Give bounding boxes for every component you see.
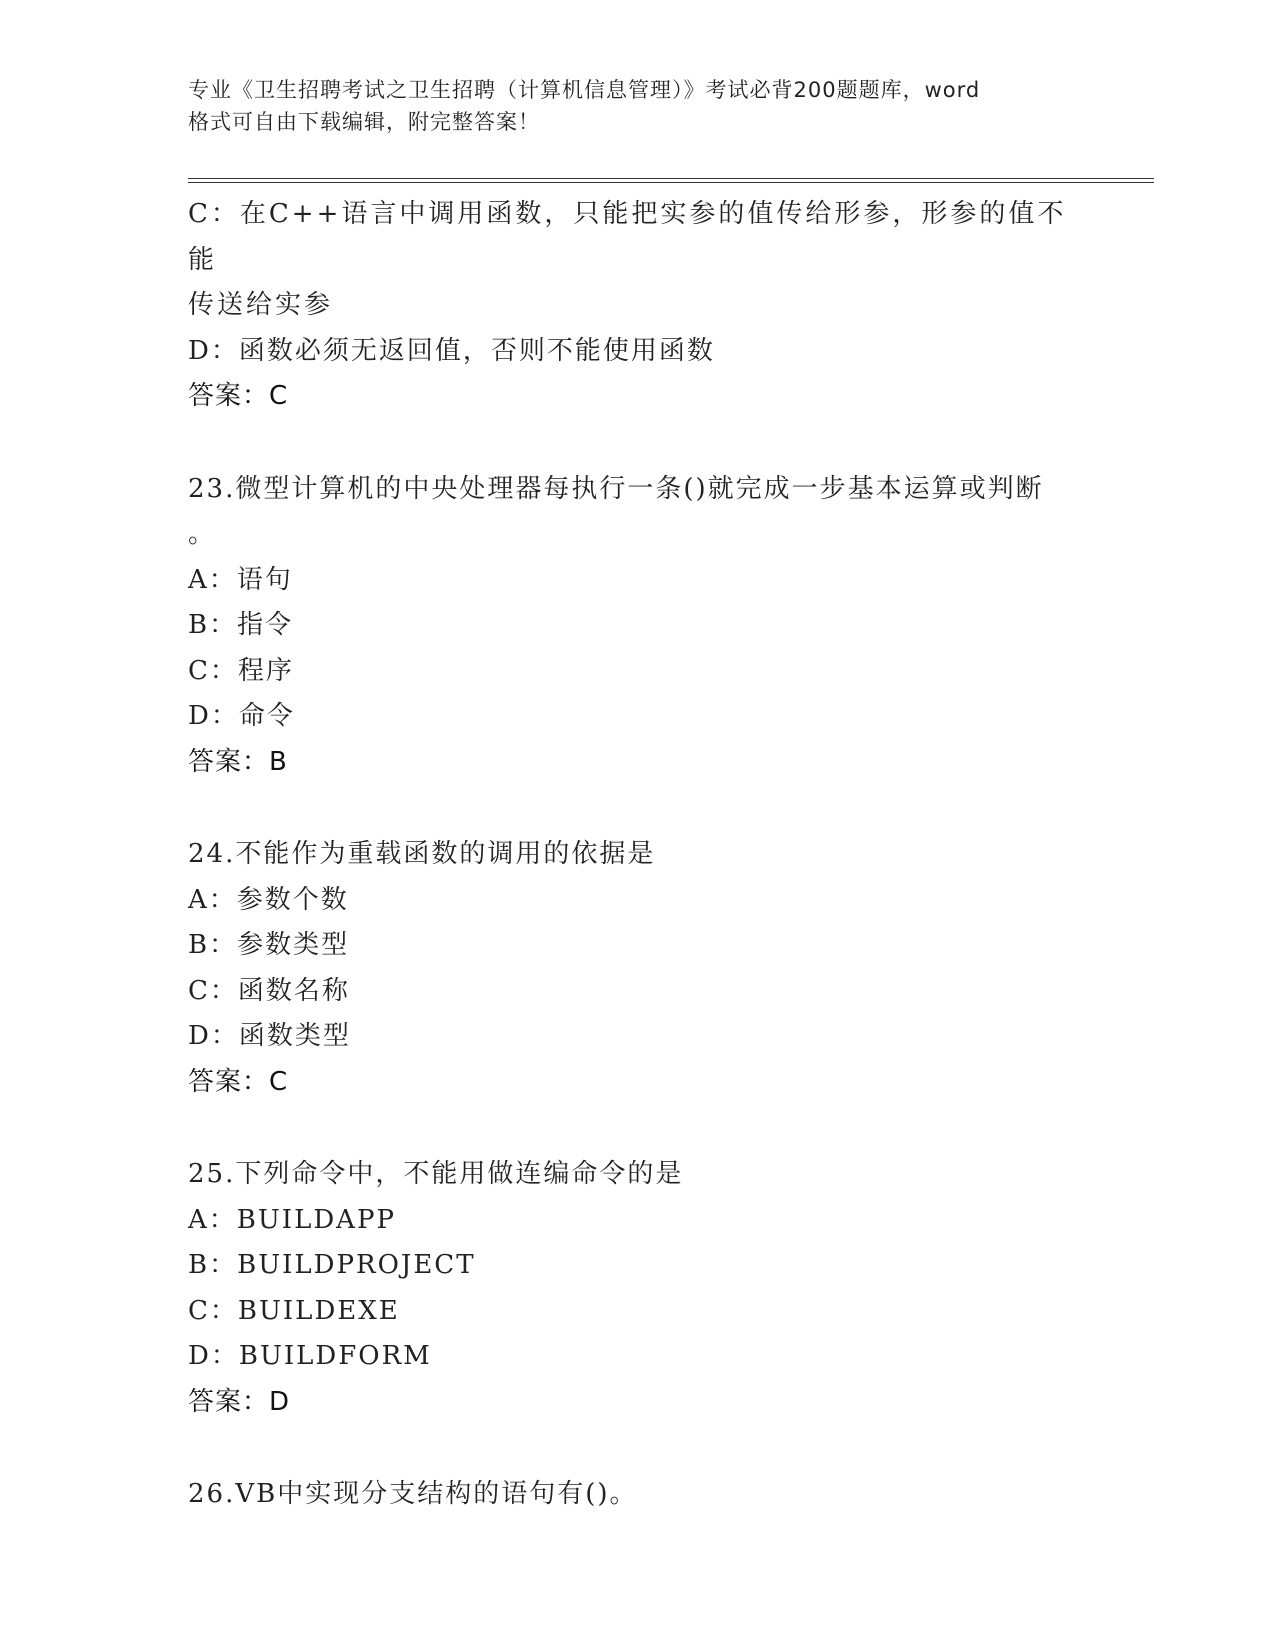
option-c-line-1: C：在C++语言中调用函数，只能把实参的值传给形参，形参的值不能 [188, 199, 1067, 275]
question-25 [188, 1152, 1088, 1425]
spacer [188, 420, 1088, 467]
header-title-line-2: 格式可自由下载编辑，附完整答案！ [188, 110, 540, 134]
question-22-tail [188, 192, 1088, 420]
question-text: 23.微型计算机的中央处理器每执行一条()就完成一步基本运算或判断 [188, 473, 1044, 504]
option-d: D：函数类型 [188, 1021, 351, 1051]
header-title-line-1: 专业《卫生招聘考试之卫生招聘（计算机信息管理）》考试必背200题题库，word [188, 78, 981, 102]
option-a: A：语句 [188, 564, 293, 595]
option-c: C：程序 [188, 655, 294, 686]
document-header [188, 74, 1088, 138]
question-23 [188, 467, 1088, 786]
answer-label: 答案：D [188, 1386, 291, 1417]
option-b: B：BUILDPROJECT [188, 1250, 476, 1280]
spacer [188, 785, 1088, 832]
option-d: D：BUILDFORM [188, 1341, 432, 1371]
question-text: 26.VB中实现分支结构的语句有()。 [188, 1479, 638, 1509]
option-c: C：函数名称 [188, 975, 350, 1006]
option-b: B：参数类型 [188, 930, 350, 960]
option-c: C：BUILDEXE [188, 1295, 400, 1326]
question-text: 24.不能作为重载函数的调用的依据是 [188, 839, 656, 869]
question-list [188, 192, 1088, 1518]
option-b: B：指令 [188, 610, 294, 640]
option-a: A：参数个数 [188, 884, 349, 915]
question-26 [188, 1472, 1088, 1518]
answer-label: 答案：C [188, 381, 289, 411]
question-text: 25.下列命令中，不能用做连编命令的是 [188, 1159, 684, 1189]
option-a: A：BUILDAPP [188, 1204, 396, 1235]
spacer [188, 1425, 1088, 1472]
answer-label: 答案：B [188, 746, 288, 777]
option-c [188, 192, 1088, 329]
option-d: D：命令 [188, 701, 295, 731]
spacer [188, 1105, 1088, 1152]
option-c-line-2: 传送给实参 [188, 290, 334, 320]
question-24 [188, 832, 1088, 1105]
header-divider [188, 178, 1154, 183]
question-text-continued: 。 [188, 519, 217, 549]
answer-label: 答案：C [188, 1066, 289, 1097]
option-d: D：函数必须无返回值，否则不能使用函数 [188, 335, 715, 366]
